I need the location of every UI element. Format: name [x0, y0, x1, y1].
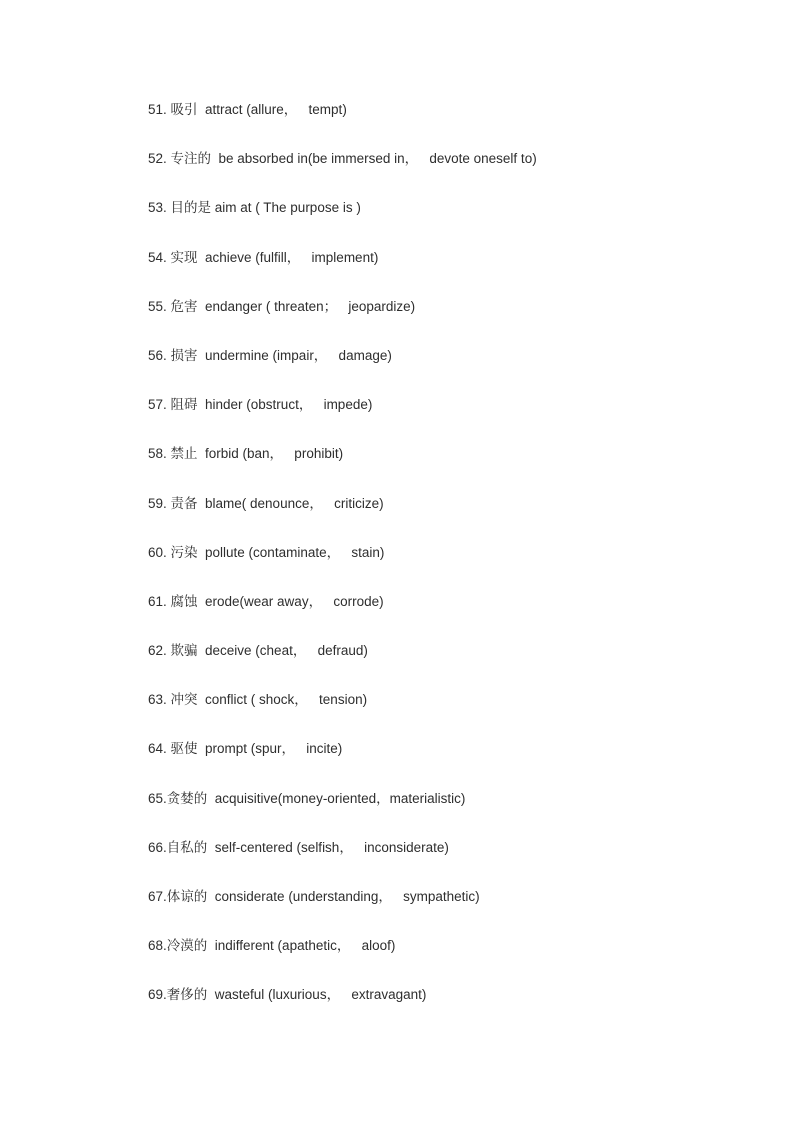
list-item: 57. 阻碍 hinder (obstruct， impede) [148, 397, 373, 413]
list-item: 53. 目的是 aim at ( The purpose is ) [148, 200, 361, 216]
list-item: 59. 责备 blame( denounce， criticize) [148, 495, 384, 511]
list-item: 54. 实现 achieve (fulfill， implement) [148, 249, 379, 265]
list-item: 56. 损害 undermine (impair， damage) [148, 347, 392, 363]
list-item: 63. 冲突 conflict ( shock， tension) [148, 692, 368, 708]
list-item: 60. 污染 pollute (contaminate， stain) [148, 544, 385, 560]
list-item: 64. 驱使 prompt (spur， incite) [148, 741, 343, 757]
list-item: 61. 腐蚀 erode(wear away， corrode) [148, 593, 384, 609]
list-item: 67.体谅的 considerate (understanding， sympathetic) [148, 889, 480, 904]
list-item: 69.奢侈的 wasteful (luxurious， extravagant) [148, 987, 427, 1003]
list-item: 51. 吸引 attract (allure， tempt) [148, 102, 347, 117]
list-item: 52. 专注的 be absorbed in(be immersed in， devote oneself to) [148, 151, 537, 167]
vocabulary-list [148, 100, 537, 1035]
list-item: 62. 欺骗 deceive (cheat， defraud) [148, 643, 368, 659]
list-item: 65.贪婪的 acquisitive(money-oriented，materialistic) [148, 790, 466, 806]
list-item: 58. 禁止 forbid (ban， prohibit) [148, 446, 344, 462]
list-item: 66.自私的 self-centered (selfish， inconsiderate) [148, 839, 449, 855]
list-item: 55. 危害 endanger ( threaten； jeopardize) [148, 298, 416, 314]
list-item: 68.冷漠的 indifferent (apathetic， aloof) [148, 938, 396, 954]
